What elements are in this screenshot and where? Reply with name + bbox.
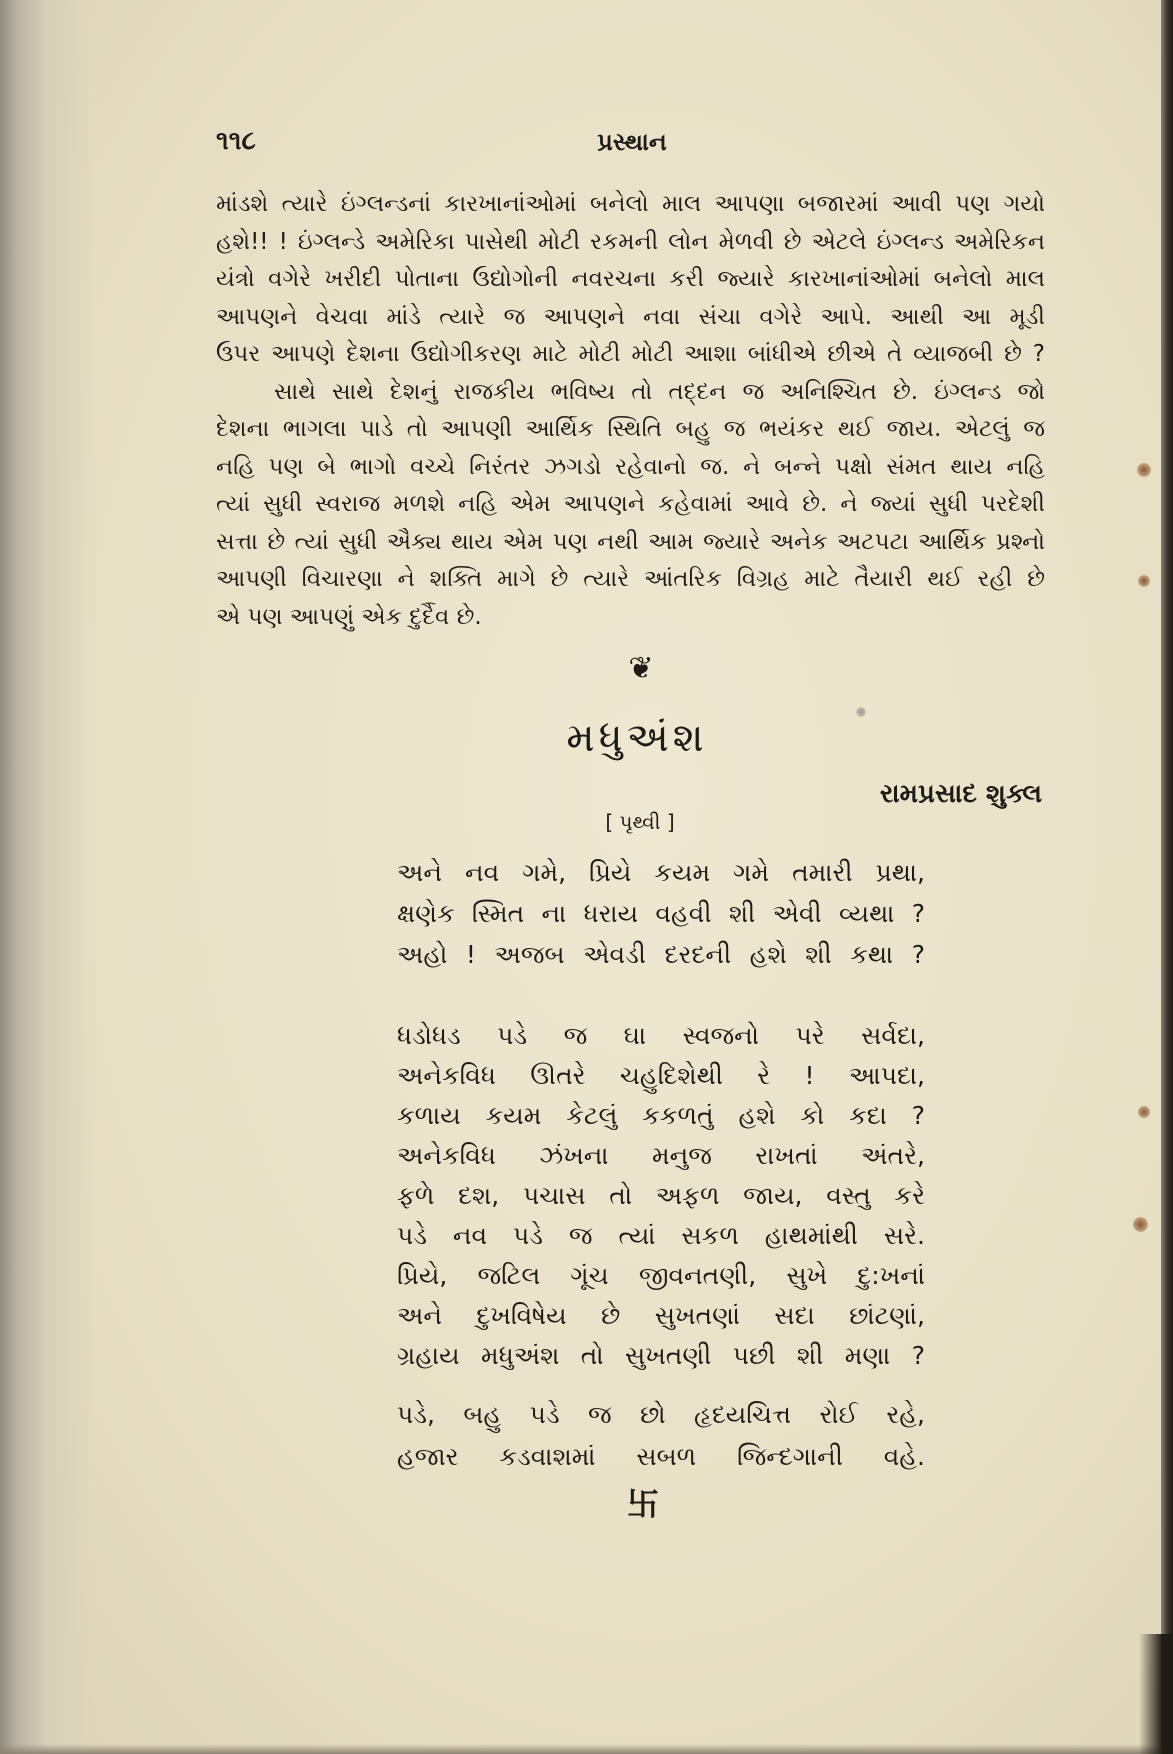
poem-author: રામપ્રસાદ શુક્લ (879, 779, 1042, 809)
poem-title: મધુઅંશ (566, 715, 708, 761)
page-edge-right (1161, 0, 1173, 1754)
poem-line: પડે નવ પડે જ ત્યાં સકળ હાથમાંથી સરે. (397, 1221, 925, 1250)
text-line: ઉપર આપણે દેશના ઉદ્યોગીકરણ માટે મોટી મોટી આશા બાંધીએ છીએ તે વ્યાજબી છે ? (216, 341, 1045, 367)
poem-line: પડે, બહુ પડે જ છો હૃદયચિત્ત રોઈ રહે, (397, 1400, 925, 1429)
poem-stanza (397, 852, 925, 975)
prose-paragraph (216, 374, 1045, 637)
poem-line: ફળે દશ, પચાસ તો અફળ જાય, વસ્તુ કરે (397, 1181, 925, 1210)
poem-line: અને નવ ગમે, પ્રિયે કયમ ગમે તમારી પ્રથા, (397, 858, 925, 887)
poem-line: અનેકવિધ ઊતરે ચહુદિશેથી રે ! આપદા, (397, 1061, 925, 1090)
stain-spot (856, 707, 866, 717)
stain-spot (1138, 1106, 1150, 1118)
poem-line: હજાર કડવાશમાં સબળ જિન્દગાની વહે. (397, 1442, 925, 1471)
page-corner-shadow (1139, 1634, 1173, 1754)
text-line: એ પણ આપણું એક દુર્દૈવ છે. (216, 603, 482, 630)
text-line: સાથે સાથે દેશનું રાજકીય ભવિષ્ય તો તદ્દન જ અનિશ્ચિત છે. ઇંગ્લન્ડ જો (274, 378, 1045, 405)
section-divider-ornament: ❦ (628, 651, 654, 686)
stain-spot (1138, 575, 1150, 587)
poem-line: પ્રિયે, જટિલ ગૂંચ જીવનતણી, સુખે દુ:ખનાં (397, 1261, 925, 1290)
poem-line: અહો ! અજબ એવડી દરદની હશે શી કથા ? (397, 940, 925, 969)
page-number: ૧૧૮ (216, 126, 256, 156)
poem-stanza (397, 1016, 925, 1376)
text-line: ત્યાં સુધી સ્વરાજ મળશે નહિ એમ આપણને કહેવામાં આવે છે. ને જ્યાં સુધી પરદેશી (216, 491, 1045, 517)
text-line: નહિ પણ બે ભાગો વચ્ચે નિરંતર ઝગડો રહેવાનો જ. ને બન્ને પક્ષો સંમત થાય નહિ (216, 453, 1045, 480)
text-line: હશે!! ! ઇંગ્લન્ડે અમેરિકા પાસેથી મોટી રકમની લોન મેળવી છે એટલે ઇંગ્લન્ડ અમેરિકન (216, 228, 1045, 255)
poem-line: અનેકવિધ ઝંખના મનુજ રાખતાં અંતરે, (397, 1141, 925, 1170)
poem-stanza (397, 1394, 925, 1478)
text-line: માંડશે ત્યારે ઇંગ્લન્ડનાં કારખાનાંઓમાં બનેલો માલ આપણા બજારમાં આવી પણ ગયો (216, 191, 1045, 217)
poem-meter: [ પૃથ્વી ] (605, 810, 675, 834)
prose-paragraph (216, 186, 1045, 374)
article-text (216, 186, 1045, 636)
text-line: સત્તા છે ત્યાં સુધી ઐક્ય થાય એમ પણ નથી આમ જ્યારે અનેક અટપટા આર્થિક પ્રશ્નો (216, 528, 1045, 555)
text-line: દેશના ભાગલા પાડે તો આપણી આર્થિક સ્થિતિ બહુ જ ભયંકર થઈ જાય. એટલું જ (216, 416, 1045, 442)
binding-shadow (0, 0, 95, 1754)
stain-spot (1133, 1217, 1148, 1232)
page-edge-bottom (0, 1744, 1173, 1754)
text-line: આપણને વેચવા માંડે ત્યારે જ આપણને નવા સંચા વગેરે આપે. આથી આ મૂડી (216, 303, 1045, 330)
text-line: આપણી વિચારણા ને શક્તિ માગે છે ત્યારે આંતરિક વિગ્રહ માટે તૈયારી થઈ રહી છે (216, 566, 1045, 592)
end-ornament: 卐 (626, 1485, 659, 1523)
poem-line: અને દુખવિષેય છે સુખતણાં સદા છાંટણાં, (397, 1301, 925, 1330)
text-line: યંત્રો વગેરે ખરીદી પોતાના ઉદ્યોગોની નવરચના કરી જ્યારે કારખાનાંઓમાં બનેલો માલ (216, 266, 1045, 292)
running-header-title: પ્રસ્થાન (597, 128, 667, 156)
poem-line: કળાય કયમ કેટલું કકળતું હશે કો કદા ? (397, 1101, 925, 1130)
poem-line: ધડોધડ પડે જ ઘા સ્વજનો પરે સર્વદા, (397, 1021, 925, 1050)
poem-line: ક્ષણેક સ્મિત ના ધરાય વહવી શી એવી વ્યથા ? (397, 899, 925, 928)
poem-line: ગ્રહાય મધુઅંશ તો સુખતણી પછી શી મણા ? (397, 1341, 925, 1370)
stain-spot (1137, 463, 1151, 477)
